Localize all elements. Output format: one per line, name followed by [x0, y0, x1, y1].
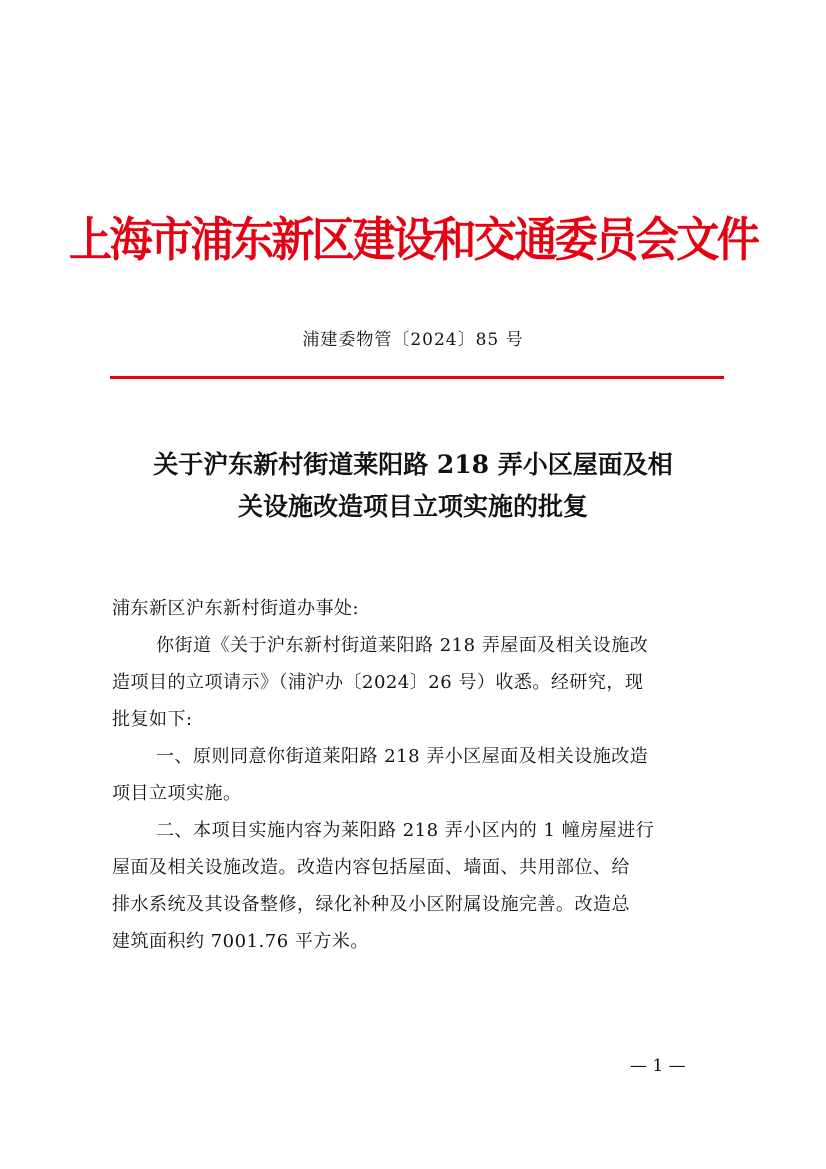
body-line: 批复如下:: [112, 709, 193, 730]
body-line: 屋面及相关设施改造。改造内容包括屋面、墙面、共用部位、给: [112, 857, 630, 878]
document-number: 浦建委物管〔2024〕85 号: [302, 330, 524, 350]
body-line: 建筑面积约 7001.76 平方米。: [112, 931, 369, 952]
addressee: 浦东新区沪东新村街道办事处:: [112, 598, 360, 619]
issuer-heading: 上海市浦东新区建设和交通委员会文件: [68, 213, 758, 268]
body-line: 二、本项目实施内容为莱阳路 218 弄小区内的 1 幢房屋进行: [156, 820, 655, 841]
body-line: 排水系统及其设备整修，绿化补种及小区附属设施完善。改造总: [112, 894, 630, 915]
title-line-2: 关设施改造项目立项实施的批复: [237, 492, 588, 521]
body-line: 一、原则同意你街道莱阳路 218 弄小区屋面及相关设施改造: [156, 746, 649, 767]
body-line: 你街道《关于沪东新村街道莱阳路 218 弄屋面及相关设施改: [156, 635, 649, 656]
body-line: 项目立项实施。: [112, 783, 242, 804]
document-body: [112, 590, 724, 960]
title-line-1: 关于沪东新村街道莱阳路 218 弄小区屋面及相: [153, 450, 673, 479]
red-divider-line: [110, 376, 724, 379]
body-line: 造项目的立项请示》（浦沪办〔2024〕26 号）收悉。经研究，现: [112, 672, 644, 693]
page-number: — 1 —: [630, 1056, 686, 1076]
document-title: [100, 444, 726, 528]
